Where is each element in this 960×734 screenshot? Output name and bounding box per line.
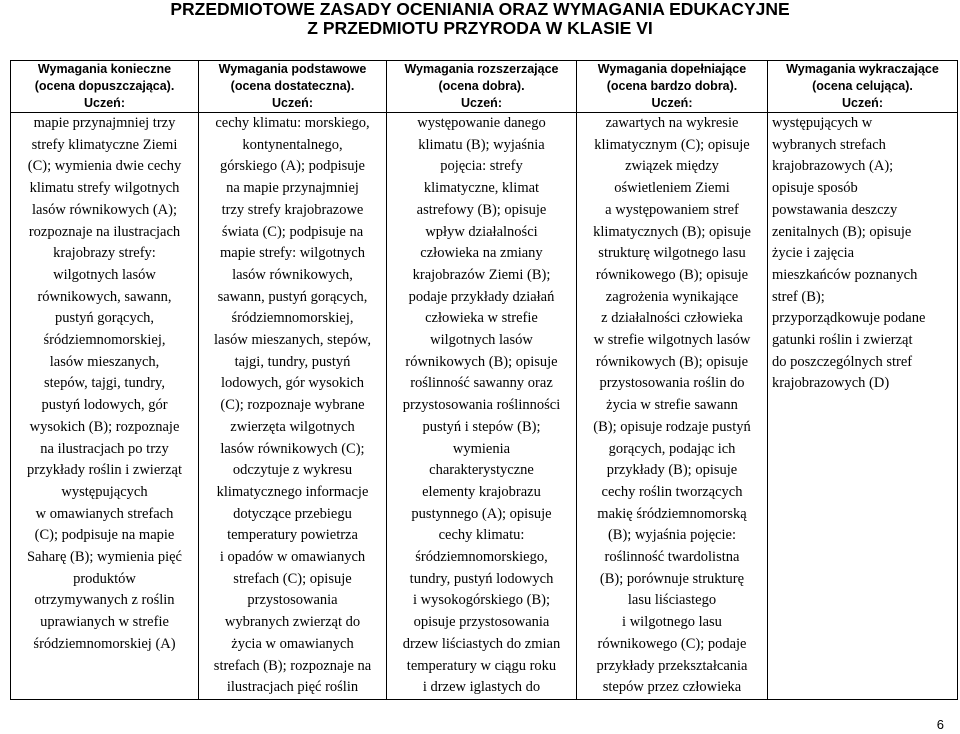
- header-grade: (ocena dopuszczająca).: [34, 79, 175, 93]
- header-title: Wymagania rozszerzające: [404, 62, 559, 76]
- requirement-line: pustynnego (A); opisuje: [411, 505, 552, 522]
- requirement-line: roślinność twardolistna: [604, 549, 740, 566]
- requirement-line: opisuje przystosowania: [413, 614, 550, 631]
- requirements-table: [10, 60, 958, 700]
- requirement-line: roślinność sawanny oraz: [410, 375, 553, 392]
- requirement-line: opisuje sposób: [772, 180, 858, 197]
- requirement-line: z działalności człowieka: [601, 310, 743, 327]
- requirement-line: występujących w: [772, 115, 873, 131]
- requirement-line: wilgotnych lasów: [430, 332, 533, 349]
- requirement-line: równikowego (C); podaje: [597, 635, 747, 652]
- requirement-line: stepów przez człowieka: [602, 679, 742, 696]
- requirement-line: kontynentalnego,: [242, 136, 343, 153]
- requirement-line: cechy klimatu: morskiego,: [215, 115, 370, 131]
- requirement-line: lodowych, gór wysokich: [221, 375, 364, 392]
- requirement-line: podaje przykłady działań: [408, 288, 555, 305]
- requirement-line: wpływ działalności: [425, 223, 538, 240]
- requirement-line: przykłady roślin i zwierząt: [26, 462, 182, 479]
- requirement-line: produktów: [73, 570, 136, 587]
- header-rozszerzajace: [387, 61, 577, 113]
- requirement-line: zawartych na wykresie: [605, 115, 739, 131]
- title-line-1: PRZEDMIOTOWE ZASADY OCENIANIA ORAZ WYMAGANIA EDUKACYJNE: [170, 0, 790, 19]
- requirement-line: odczytuje z wykresu: [232, 462, 353, 479]
- requirement-line: elementy krajobrazu: [422, 483, 541, 500]
- requirement-line: pojęcia: strefy: [440, 158, 523, 175]
- requirement-line: mapie przynajmniej trzy: [33, 115, 176, 131]
- requirement-line: makię śródziemnomorską: [597, 505, 747, 522]
- requirement-line: przykłady (B); opisuje: [606, 462, 738, 479]
- requirement-line: klimatycznego informacje: [216, 483, 369, 500]
- requirement-line: świata (C); podpisuje na: [221, 223, 364, 240]
- requirement-line: (B); porównuje strukturę: [599, 570, 745, 587]
- requirement-line: lasów mieszanych, stepów,: [214, 332, 371, 349]
- requirement-line: strukturę wilgotnego lasu: [598, 245, 746, 262]
- requirement-line: występujących: [61, 483, 148, 500]
- header-podstawowe: [199, 61, 387, 113]
- requirement-line: związek między: [625, 158, 719, 175]
- requirement-line: zenitalnych (B); opisuje: [772, 223, 912, 240]
- requirement-line: temperatury powietrza: [227, 527, 358, 544]
- header-konieczne: [11, 61, 199, 113]
- requirement-line: strefy klimatyczne Ziemi: [31, 136, 178, 153]
- requirement-line: zagrożenia wynikające: [605, 288, 739, 305]
- requirement-line: i opadów w omawianych: [219, 549, 366, 566]
- requirement-line: rozpoznaje na ilustracjach: [28, 223, 181, 240]
- requirement-line: pustyń gorących,: [54, 310, 155, 327]
- requirement-line: drzew liściastych do zmian: [402, 635, 561, 652]
- header-student: Uczeń:: [651, 96, 693, 110]
- requirement-line: życia w omawianych: [231, 635, 354, 652]
- requirement-line: (C); rozpoznaje wybrane: [220, 397, 365, 414]
- header-student: Uczeń:: [272, 96, 313, 110]
- requirement-line: stref (B);: [772, 288, 825, 305]
- requirement-line: uprawianych w strefie: [40, 614, 169, 631]
- requirement-line: równikowego (B); opisuje: [595, 266, 749, 283]
- requirement-line: lasu liściastego: [627, 592, 717, 609]
- content-row: [11, 113, 958, 700]
- requirement-line: do poszczególnych stref: [772, 353, 913, 370]
- requirement-line: mieszkańców poznanych: [772, 266, 918, 283]
- requirement-line: krajobrazowych (D): [772, 375, 890, 392]
- requirement-line: życia w strefie sawann: [606, 397, 738, 414]
- requirement-line: i drzew iglastych do: [422, 679, 541, 696]
- header-title: Wymagania wykraczające: [786, 62, 939, 76]
- requirement-line: klimatycznych (B); opisuje: [593, 223, 751, 240]
- header-student: Uczeń:: [461, 96, 502, 110]
- requirement-line: przyporządkowuje podane: [772, 310, 926, 327]
- requirement-line: temperatury w ciągu roku: [406, 657, 557, 674]
- requirement-line: wybranych strefach: [772, 136, 886, 153]
- requirement-line: otrzymywanych z roślin: [34, 592, 175, 609]
- requirement-line: lasów równikowych,: [232, 266, 353, 283]
- requirement-line: klimatu strefy wilgotnych: [29, 180, 180, 197]
- requirement-line: charakterystyczne: [429, 462, 534, 479]
- requirement-line: tundry, pustyń lodowych: [409, 570, 554, 587]
- header-title: Wymagania konieczne: [37, 62, 172, 76]
- requirement-line: człowieka na zmiany: [420, 245, 543, 262]
- requirement-line: równikowych (B); opisuje: [595, 353, 749, 370]
- requirement-line: gorących, podając ich: [608, 440, 736, 457]
- requirement-line: gatunki roślin i zwierząt: [772, 332, 913, 349]
- header-title: Wymagania dopełniające: [597, 62, 747, 76]
- requirement-line: w strefie wilgotnych lasów: [593, 332, 751, 349]
- requirement-line: śródziemnomorskiej,: [231, 310, 354, 327]
- requirement-line: wymienia: [452, 440, 511, 457]
- requirement-line: przystosowania roślinności: [402, 397, 561, 414]
- requirement-line: wilgotnych lasów: [53, 266, 156, 283]
- requirement-line: Saharę (B); wymienia pięć: [26, 549, 182, 566]
- requirement-line: zwierzęta wilgotnych: [230, 418, 355, 435]
- requirement-line: powstawania deszczy: [772, 201, 898, 218]
- requirement-line: krajobrazy strefy:: [53, 245, 156, 262]
- requirement-line: pustyń lodowych, gór: [41, 397, 168, 414]
- requirement-line: (B); wyjaśnia pojęcie:: [607, 527, 737, 544]
- requirement-line: na ilustracjach po trzy: [40, 440, 169, 457]
- cell-wykraczajace: [768, 113, 958, 700]
- requirement-line: w omawianych strefach: [35, 505, 174, 522]
- requirement-line: (C); podpisuje na mapie: [34, 527, 175, 544]
- requirement-line: cechy roślin tworzących: [601, 483, 743, 500]
- requirement-line: ilustracjach pięć roślin: [226, 679, 359, 696]
- header-wykraczajace: [768, 61, 958, 113]
- requirement-line: śródziemnomorskiej,: [43, 332, 166, 349]
- requirement-line: pustyń i stepów (B);: [422, 418, 541, 435]
- requirement-line: wysokich (B); rozpoznaje: [29, 418, 180, 435]
- requirement-line: tajgi, tundry, pustyń: [234, 353, 351, 370]
- requirement-line: astrefowy (B); opisuje: [416, 201, 547, 218]
- cell-dopelniajace: [577, 113, 768, 700]
- requirement-line: śródziemnomorskiego,: [415, 549, 548, 566]
- title-line-2: Z PRZEDMIOTU PRZYRODA W KLASIE VI: [307, 18, 653, 38]
- requirement-line: lasów mieszanych,: [49, 353, 160, 370]
- header-grade: (ocena dostateczna).: [230, 79, 355, 93]
- requirement-line: cechy klimatu:: [438, 527, 525, 544]
- requirement-line: krajobrazów Ziemi (B);: [412, 266, 551, 283]
- requirement-line: przystosowania: [247, 592, 338, 609]
- requirement-line: mapie strefy: wilgotnych: [220, 245, 365, 262]
- requirement-line: stepów, tajgi, tundry,: [44, 375, 165, 392]
- requirement-line: śródziemnomorskiej (A): [33, 635, 176, 652]
- requirement-line: strefach (C); opisuje: [233, 570, 352, 587]
- requirement-line: i wilgotnego lasu: [622, 614, 722, 631]
- requirement-line: przystosowania roślin do: [599, 375, 745, 392]
- requirement-line: a występowaniem stref: [605, 201, 739, 218]
- header-grade: (ocena celująca).: [812, 79, 913, 93]
- requirement-line: sawann, pustyń gorących,: [217, 288, 368, 305]
- page-number: 6: [936, 717, 944, 732]
- requirement-line: dotyczące przebiegu: [233, 505, 352, 522]
- requirement-line: i wysokogórskiego (B);: [413, 592, 550, 609]
- requirement-line: występowanie danego: [417, 115, 546, 131]
- requirement-line: lasów równikowych (A);: [32, 201, 177, 218]
- requirement-line: lasów równikowych (C);: [220, 440, 365, 457]
- requirement-line: równikowych (B); opisuje: [405, 353, 558, 370]
- cell-konieczne: [11, 113, 199, 700]
- requirement-line: trzy strefy krajobrazowe: [221, 201, 364, 218]
- cell-rozszerzajace: [387, 113, 577, 700]
- requirement-line: życie i zajęcia: [772, 245, 855, 262]
- requirement-line: górskiego (A); podpisuje: [220, 158, 365, 175]
- header-title: Wymagania podstawowe: [218, 62, 367, 76]
- header-row: [11, 61, 958, 113]
- requirement-line: (C); wymienia dwie cechy: [27, 158, 182, 175]
- requirement-line: klimatyczne, klimat: [423, 180, 540, 197]
- header-dopelniajace: [577, 61, 768, 113]
- requirement-line: przykłady przekształcania: [596, 657, 748, 674]
- header-student: Uczeń:: [84, 96, 125, 110]
- document-title: [0, 0, 960, 38]
- requirement-line: wybranych zwierząt do: [224, 614, 361, 631]
- requirement-line: klimatycznym (C); opisuje: [594, 136, 750, 153]
- requirement-line: klimatu (B); wyjaśnia: [418, 136, 545, 153]
- header-grade: (ocena bardzo dobra).: [606, 79, 738, 93]
- requirement-line: na mapie przynajmniej: [226, 180, 359, 197]
- requirement-line: człowieka w strefie: [425, 310, 538, 327]
- requirement-line: oświetleniem Ziemi: [614, 180, 730, 197]
- header-grade: (ocena dobra).: [438, 79, 525, 93]
- requirement-line: równikowych, sawann,: [37, 288, 172, 305]
- cell-podstawowe: [199, 113, 387, 700]
- header-student: Uczeń:: [842, 96, 883, 110]
- requirement-line: krajobrazowych (A);: [772, 158, 894, 175]
- requirement-line: strefach (B); rozpoznaje na: [213, 657, 372, 674]
- requirement-line: (B); opisuje rodzaje pustyń: [593, 418, 751, 435]
